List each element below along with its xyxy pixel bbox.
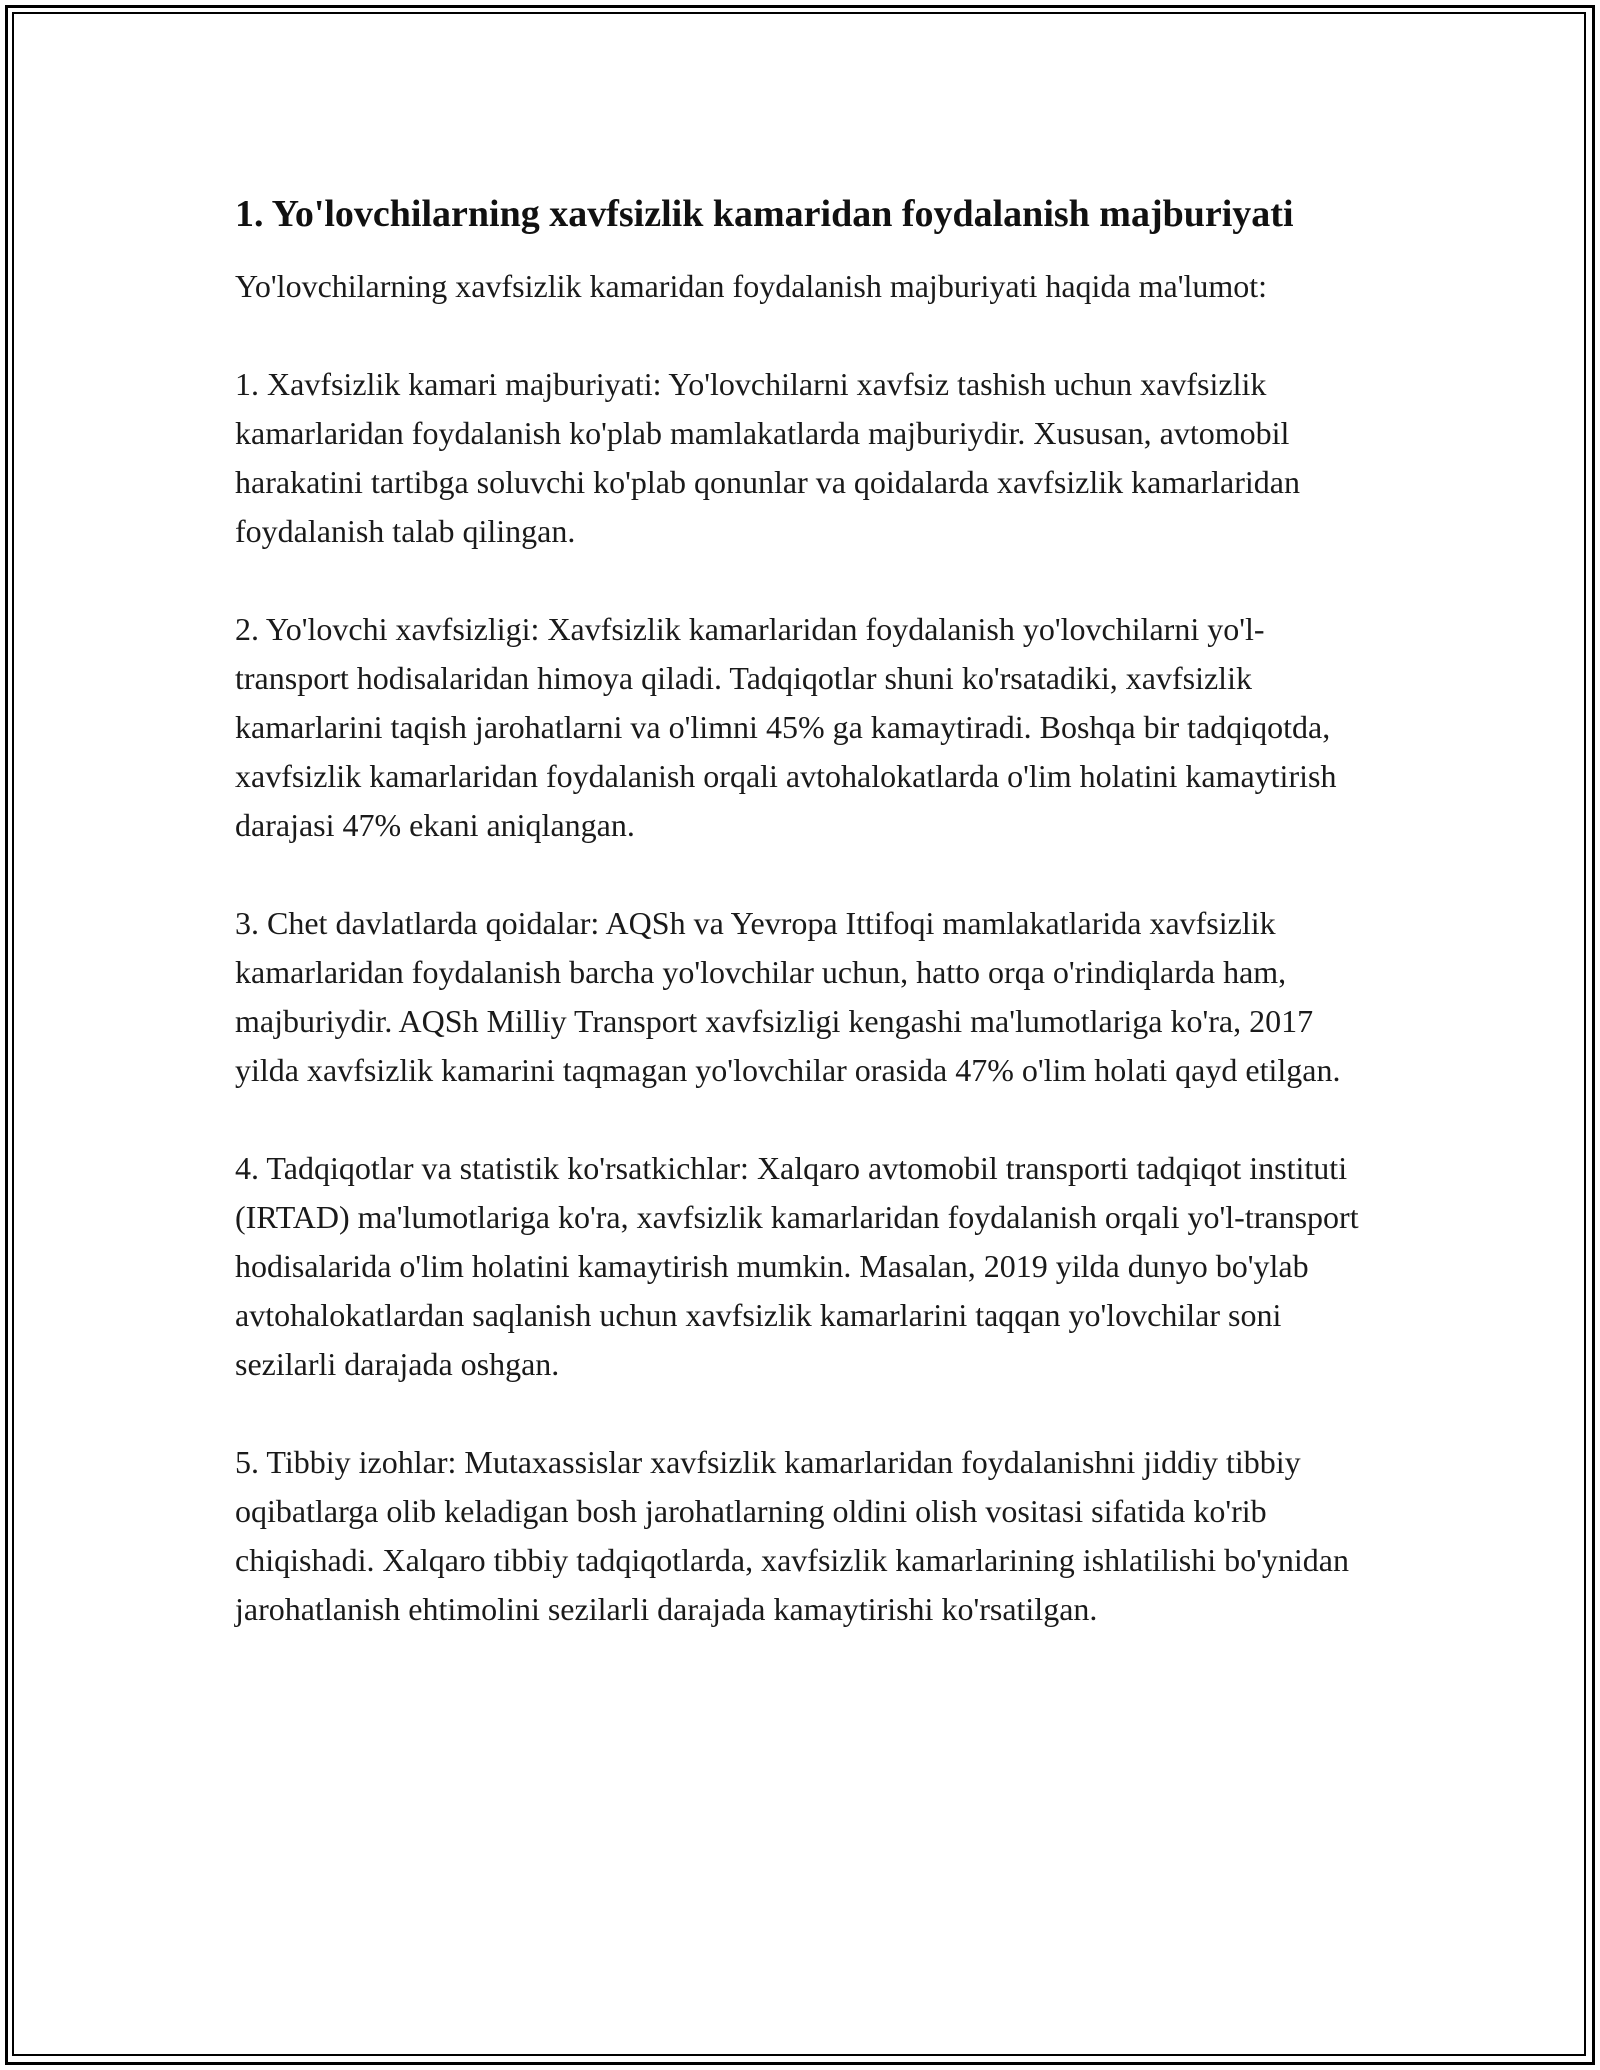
section-heading: 1. Yo'lovchilarning xavfsizlik kamaridan foydalanish majburiyati bbox=[235, 193, 1294, 235]
paragraph-passenger-safety: 2. Yo'lovchi xavfsizligi: Xavfsizlik kamarlaridan foydalanish yo'lovchilarni yo'l-transport hodisalaridan himoya qiladi. Tadqiqotlar shuni ko'rsatadiki, xavfsizlik kamarlarini taqish jarohatlarni va o'limni 45% ga kamaytiradi. Boshqa bir tadqiqotda, xavfsizlik kamarlaridan foydalanish orqali avtohalokatlarda o'lim holatini kamaytirish darajasi 47% ekani aniqlangan. bbox=[235, 611, 1337, 843]
paragraph-research-statistics: 4. Tadqiqotlar va statistik ko'rsatkichlar: Xalqaro avtomobil transporti tadqiqot instituti (IRTAD) ma'lumotlariga ko'ra, xavfsizlik kamarlaridan foydalanish orqali yo'l-transport hodisalarida o'lim holatini kamaytirish mumkin. Masalan, 2019 yilda dunyo bo'ylab avtohalokatlardan saqlanish uchun xavfsizlik kamarlarini taqqan yo'lovchilar soni sezilarli darajada oshgan. bbox=[235, 1150, 1359, 1382]
paragraph-medical-notes: 5. Tibbiy izohlar: Mutaxassislar xavfsizlik kamarlaridan foydalanishni jiddiy tibbiy oqibatlarga olib keladigan bosh jarohatlarning oldini olish vositasi sifatida ko'rib chiqishadi. Xalqaro tibbiy tadqiqotlarda, xavfsizlik kamarlarining ishlatilishi bo'ynidan jarohatlanish ehtimolini sezilarli darajada kamaytirishi ko'rsatilgan. bbox=[235, 1444, 1349, 1627]
document-body bbox=[235, 186, 1375, 1634]
paragraph-seatbelt-obligation: 1. Xavfsizlik kamari majburiyati: Yo'lovchilarni xavfsiz tashish uchun xavfsizlik kamarlaridan foydalanish ko'plab mamlakatlarda majburiydir. Xususan, avtomobil harakatini tartibga soluvchi ko'plab qonunlar va qoidalarda xavfsizlik kamarlaridan foydalanish talab qilingan. bbox=[235, 366, 1300, 549]
intro-paragraph: Yo'lovchilarning xavfsizlik kamaridan foydalanish majburiyati haqida ma'lumot: bbox=[235, 268, 1268, 304]
paragraph-foreign-rules: 3. Chet davlatlarda qoidalar: AQSh va Yevropa Ittifoqi mamlakatlarida xavfsizlik kamarlaridan foydalanish barcha yo'lovchilar uchun, hatto orqa o'rindiqlarda ham, majburiydir. AQSh Milliy Transport xavfsizligi kengashi ma'lumotlariga ko'ra, 2017 yilda xavfsizlik kamarini taqmagan yo'lovchilar orasida 47% o'lim holati qayd etilgan. bbox=[235, 905, 1341, 1088]
